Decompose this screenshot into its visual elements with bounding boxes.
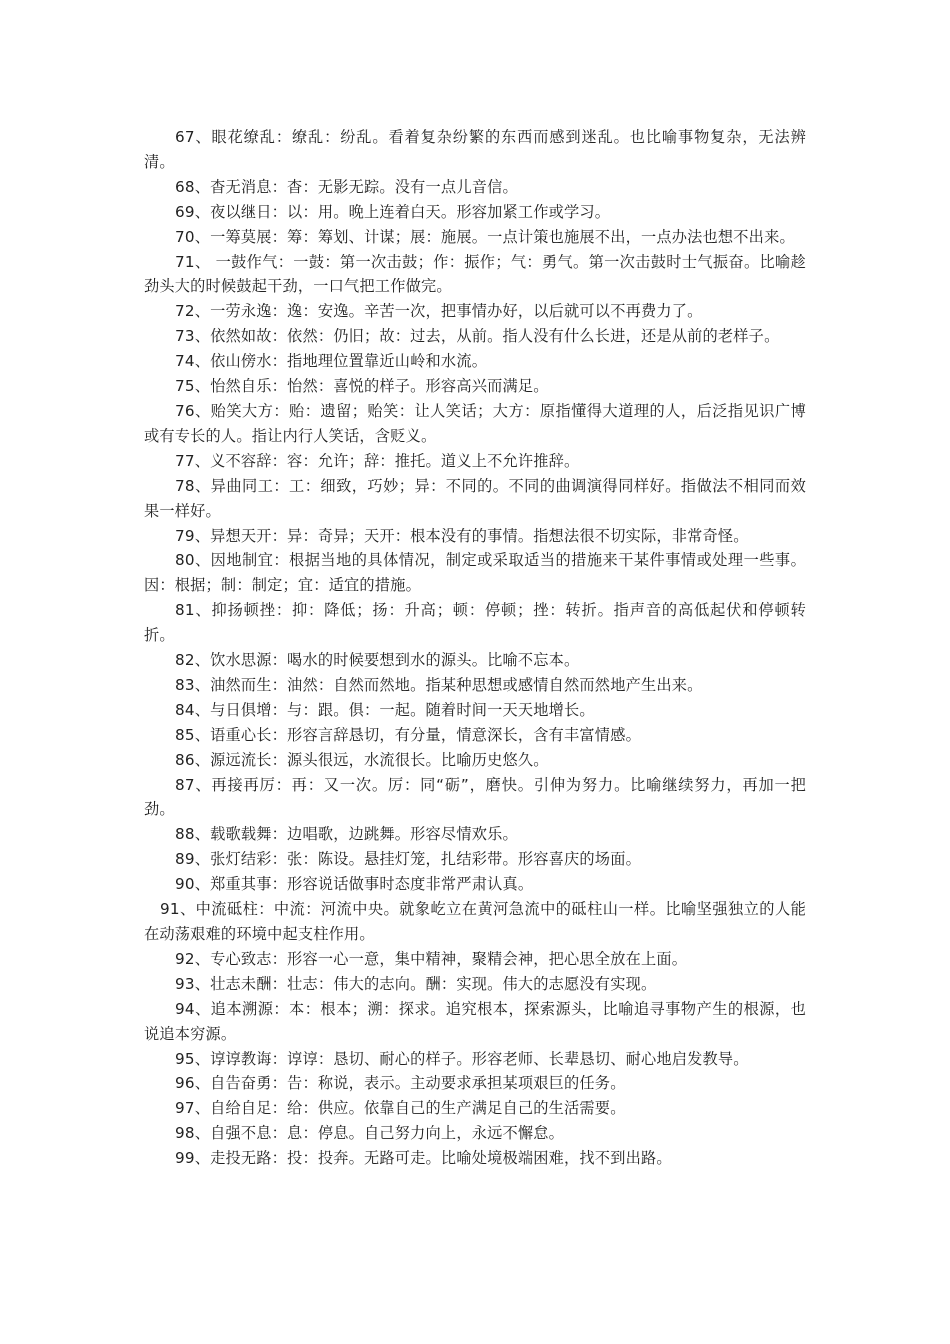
idiom-entry-91: 91、中流砥柱：中流：河流中央。就象屹立在黄河急流中的砥柱山一样。比喻坚强独立的人能在动荡艰难的环境中起支柱作用。 bbox=[144, 900, 806, 943]
idiom-entry-83: 83、油然而生：油然：自然而然地。指某种思想或感情自然而然地产生出来。 bbox=[175, 675, 703, 694]
idiom-entry-86: 86、源远流长：源头很远，水流很长。比喻历史悠久。 bbox=[175, 750, 549, 769]
idiom-entry-80: 80、因地制宜：根据当地的具体情况，制定或采取适当的措施来干某件事情或处理一些事。因：根据；制：制定；宜：适宜的措施。 bbox=[144, 551, 806, 595]
idiom-entry-78: 78、异曲同工：工：细致，巧妙；异：不同的。不同的曲调演得同样好。指做法不相同而效果一样好。 bbox=[144, 476, 806, 520]
idiom-entry-89: 89、张灯结彩：张：陈设。悬挂灯笼，扎结彩带。形容喜庆的场面。 bbox=[175, 850, 641, 869]
idiom-entry-68: 68、杳无消息：杳：无影无踪。没有一点儿音信。 bbox=[175, 177, 518, 196]
idiom-entry-67: 67、眼花缭乱：缭乱：纷乱。看着复杂纷繁的东西而感到迷乱。也比喻事物复杂，无法辨清。 bbox=[144, 128, 806, 171]
idiom-entry-74: 74、依山傍水：指地理位置靠近山岭和水流。 bbox=[175, 352, 488, 371]
idiom-entry-87: 87、再接再厉：再：又一次。厉：同“砺”，磨快。引伸为努力。比喻继续努力，再加一把劲。 bbox=[144, 775, 806, 819]
idiom-entry-81: 81、抑扬顿挫：抑：降低；扬：升高；顿：停顿；挫：转折。指声音的高低起伏和停顿转折。 bbox=[144, 601, 806, 645]
idiom-entry-79: 79、异想天开：异：奇异；天开：根本没有的事情。指想法很不切实际，非常奇怪。 bbox=[175, 526, 749, 545]
idiom-entry-82: 82、饮水思源：喝水的时候要想到水的源头。比喻不忘本。 bbox=[175, 651, 580, 670]
idiom-entry-70: 70、一筹莫展：筹：筹划、计谋；展：施展。一点计策也施展不出，一点办法也想不出来。 bbox=[175, 227, 795, 246]
idiom-entry-95: 95、谆谆教诲：谆谆：恳切、耐心的样子。形容老师、长辈恳切、耐心地启发教导。 bbox=[175, 1049, 749, 1068]
idiom-entry-88: 88、载歌载舞：边唱歌，边跳舞。形容尽情欢乐。 bbox=[175, 825, 518, 844]
idiom-entry-69: 69、夜以继日：以：用。晚上连着白天。形容加紧工作或学习。 bbox=[175, 202, 611, 221]
idiom-list bbox=[144, 125, 806, 1171]
idiom-entry-99: 99、走投无路：投：投奔。无路可走。比喻处境极端困难，找不到出路。 bbox=[175, 1149, 672, 1168]
idiom-entry-92: 92、专心致志：形容一心一意，集中精神，聚精会神，把心思全放在上面。 bbox=[175, 949, 688, 968]
idiom-entry-72: 72、一劳永逸：逸：安逸。辛苦一次，把事情办好，以后就可以不再费力了。 bbox=[175, 302, 703, 321]
idiom-entry-97: 97、自给自足：给：供应。依靠自己的生产满足自己的生活需要。 bbox=[175, 1099, 626, 1118]
idiom-entry-76: 76、贻笑大方：贻：遗留；贻笑：让人笑话；大方：原指懂得大道理的人，后泛指见识广博或有专长的人。指让内行人笑话，含贬义。 bbox=[144, 401, 806, 445]
idiom-entry-93: 93、壮志未酬：壮志：伟大的志向。酬：实现。伟大的志愿没有实现。 bbox=[175, 974, 657, 993]
idiom-entry-85: 85、语重心长：形容言辞恳切，有分量，情意深长，含有丰富情感。 bbox=[175, 725, 641, 744]
idiom-entry-98: 98、自强不息：息：停息。自己努力向上，永远不懈怠。 bbox=[175, 1124, 565, 1143]
idiom-entry-84: 84、与日俱增：与：跟。俱：一起。随着时间一天天地增长。 bbox=[175, 700, 595, 719]
idiom-entry-96: 96、自告奋勇：告：称说，表示。主动要求承担某项艰巨的任务。 bbox=[175, 1074, 626, 1093]
idiom-entry-90: 90、郑重其事：形容说话做事时态度非常严肃认真。 bbox=[175, 875, 534, 894]
idiom-entry-77: 77、义不容辞：容：允许；辞：推托。道义上不允许推辞。 bbox=[175, 451, 580, 470]
idiom-entry-94: 94、追本溯源：本：根本；溯：探求。追究根本，探索源头，比喻追寻事物产生的根源，也说追本穷源。 bbox=[144, 999, 806, 1043]
idiom-entry-75: 75、怡然自乐：怡然：喜悦的样子。形容高兴而满足。 bbox=[175, 377, 549, 396]
idiom-entry-73: 73、依然如故：依然：仍旧；故：过去，从前。指人没有什么长进，还是从前的老样子。 bbox=[175, 327, 780, 346]
idiom-entry-71: 71、 一鼓作气：一鼓：第一次击鼓；作：振作；气：勇气。第一次击鼓时士气振奋。比喻趁劲头大的时候鼓起干劲，一口气把工作做完。 bbox=[144, 252, 806, 296]
